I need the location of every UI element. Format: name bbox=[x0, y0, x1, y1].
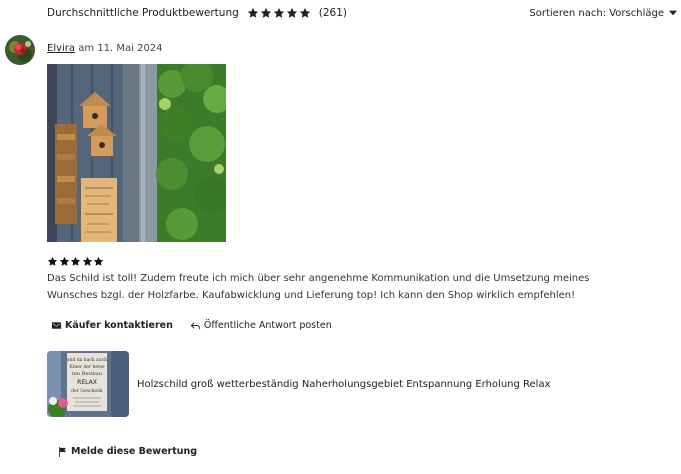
avatar[interactable] bbox=[5, 35, 35, 65]
sort-label: Sortieren nach: Vorschläge bbox=[529, 7, 664, 19]
star-icon bbox=[286, 7, 298, 19]
review-date: am 11. Mai 2024 bbox=[78, 43, 163, 54]
caret-down-icon bbox=[669, 10, 677, 16]
thumb-line: Einer der heise bbox=[69, 365, 105, 370]
star-icon bbox=[299, 7, 311, 19]
thumb-line: and da back auch bbox=[66, 358, 108, 363]
review-rating-stars bbox=[47, 256, 105, 267]
public-reply-label: Öffentliche Antwort posten bbox=[203, 320, 332, 331]
average-rating-stars bbox=[247, 7, 312, 19]
product-thumbnail bbox=[47, 351, 129, 417]
average-rating-label: Durchschnittliche Produktbewertung bbox=[47, 7, 239, 19]
flag-icon bbox=[58, 447, 67, 457]
reviewed-product-link[interactable] bbox=[47, 351, 551, 417]
envelope-icon bbox=[51, 320, 62, 331]
review-meta bbox=[47, 43, 163, 54]
contact-buyer-label: Käufer kontaktieren bbox=[65, 320, 173, 331]
review-photo[interactable] bbox=[47, 64, 226, 242]
rating-summary-bar bbox=[47, 4, 681, 22]
thumb-line: ten Bestkau bbox=[71, 371, 103, 377]
star-icon bbox=[47, 256, 58, 267]
star-icon bbox=[247, 7, 259, 19]
review-count: (261) bbox=[318, 7, 348, 19]
reviewer-name-link[interactable]: Elvira bbox=[47, 43, 76, 54]
contact-buyer-button[interactable] bbox=[51, 320, 173, 331]
reply-arrow-icon bbox=[190, 320, 201, 331]
review-actions bbox=[51, 320, 332, 331]
star-icon bbox=[93, 256, 104, 267]
public-reply-button[interactable] bbox=[190, 320, 332, 331]
star-icon bbox=[273, 7, 285, 19]
star-icon bbox=[59, 256, 70, 267]
star-icon bbox=[82, 256, 93, 267]
thumb-line: der Geschenk bbox=[71, 389, 103, 394]
star-icon bbox=[70, 256, 81, 267]
thumb-line: RELAX bbox=[77, 379, 97, 386]
star-icon bbox=[260, 7, 272, 19]
review-text: Das Schild ist toll! Zudem freute ich mich über sehr angenehme Kommunikation und die Umsetzung meines Wunsches bzgl. der Holzfarbe. Kaufabwicklung und Lieferung top! Ich kann den Shop wirklich empfehlen! bbox=[47, 273, 590, 301]
report-review-button[interactable] bbox=[58, 446, 197, 457]
sort-dropdown[interactable] bbox=[529, 4, 677, 22]
report-review-label: Melde diese Bewertung bbox=[71, 446, 198, 457]
product-title: Holzschild groß wetterbeständig Naherholungsgebiet Entspannung Erholung Relax bbox=[137, 378, 551, 390]
